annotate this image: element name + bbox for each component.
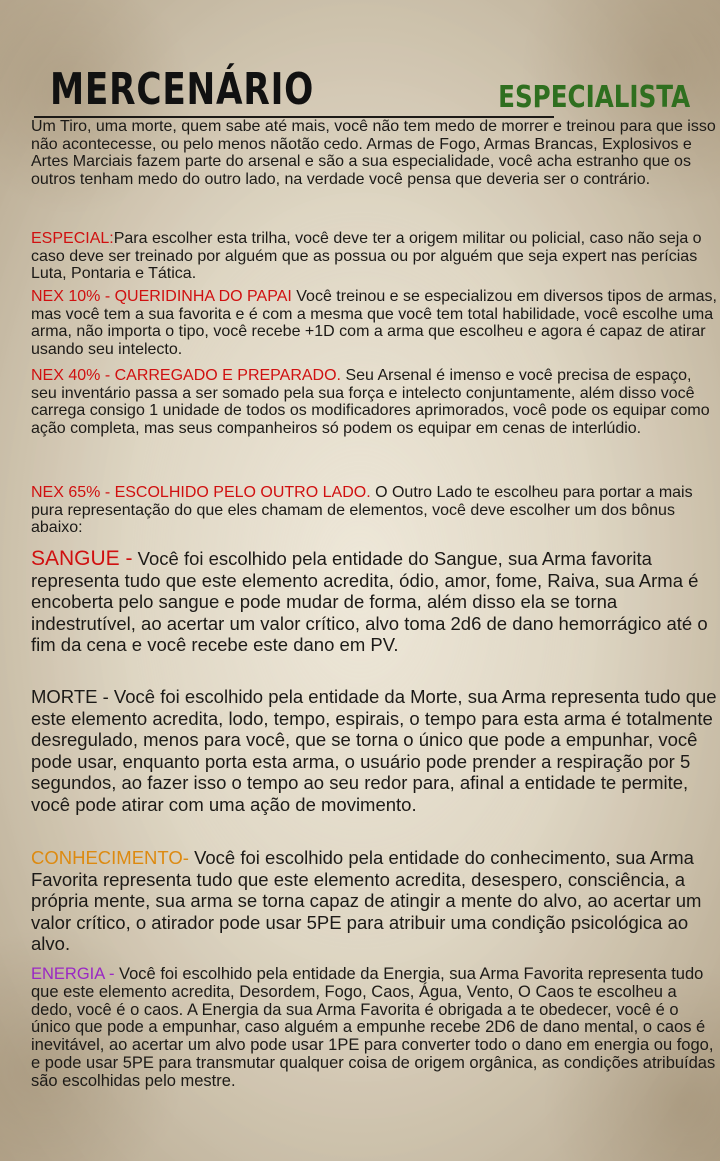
- nex40-label: NEX 40% - CARREGADO E PREPARADO.: [31, 367, 341, 384]
- especial-section: [31, 230, 720, 283]
- morte-section: [31, 686, 720, 815]
- especial-text: Para escolher esta trilha, você deve ter a origem militar ou policial, caso não seja o caso deve ser treinado por alguém que as possua ou por alguém que seja expert nas perícias Luta, Pontaria e Tática.: [31, 230, 702, 282]
- conhecimento-text: Você foi escolhido pela entidade do conhecimento, sua Arma Favorita representa tudo que este elemento acredita, desespero, consciência, a própria mente, sua arma se torna capaz de atingir a mente do alvo, ao acertar um valor crítico, o atirador pode usar 5PE para atribuir uma condição psicológica ao alvo.: [31, 847, 702, 954]
- morte-text: Você foi escolhido pela entidade da Morte, sua Arma representa tudo que este elemento acredita, lodo, tempo, espirais, o tempo para esta arma é totalmente desregulado, menos para você, que se torna o único que pode a empunhar, você pode usar, enquanto porta esta arma, o usuário pode prender a respiração por 5 segundos, ao fazer isso o tempo ao seu redor para, afinal a entidade te permite, você pode atirar com uma ação de movimento.: [31, 686, 717, 815]
- nex65-section: [31, 484, 720, 537]
- especial-label: ESPECIAL:: [31, 230, 114, 247]
- intro-section: [31, 118, 720, 188]
- nex40-text: Seu Arsenal é imenso e você precisa de espaço, seu inventário passa a ser somado pela sua força e intelecto conjuntamente, além disso você carrega consigo 1 unidade de todos os modificadores aprimorados, você pode os equipar como ação completa, mas seus companheiros só podem os equipar em cenas de interlúdio.: [31, 367, 710, 437]
- conhecimento-section: [31, 847, 720, 955]
- intro-text: Um Tiro, uma morte, quem sabe até mais, você não tem medo de morrer e treinou para que isso não acontecesse, ou pelo menos nãotão cedo. Armas de Fogo, Armas Brancas, Explosivos e Artes Marciais fazem parte do arsenal e são a sua especialidade, você acha estranho que os outros tenham medo do outro lado, na verdade você pensa que deveria ser o contrário.: [31, 118, 716, 188]
- nex10-text: Você treinou e se especializou em diversos tipos de armas, mas você tem a sua favorita e é com a mesma que você tem total habilidade, você escolhe uma arma, não importa o tipo, você recebe +1D com a arma que escolheu e agora é capaz de atirar usando seu intelecto.: [31, 288, 717, 358]
- page-title: MERCENÁRIO: [50, 64, 315, 115]
- conhecimento-label: CONHECIMENTO-: [31, 847, 189, 868]
- energia-section: [31, 966, 720, 1091]
- sangue-label: SANGUE -: [31, 547, 133, 570]
- energia-text: Você foi escolhido pela entidade da Energia, sua Arma Favorita representa tudo que este elemento acredita, Desordem, Fogo, Caos, Água, Vento, O Caos te escolheu a dedo, você é o caos. A Energia da sua Arma Favorita é obrigada a te obedecer, você é o único que pode a empunhar, caso alguém a empunhe recebe 2D6 de dano mental, o caos é inevitável, ao acertar um alvo pode usar 1PE para converter todo o dano em energia ou fogo, e pode usar 5PE para transmutar qualquer coisa de origem orgânica, as condições atribuídas são escolhidas pelo mestre.: [31, 965, 716, 1090]
- sangue-section: [31, 548, 720, 656]
- sangue-text: Você foi escolhido pela entidade do Sangue, sua Arma favorita representa tudo que este elemento acredita, ódio, amor, fome, Raiva, sua Arma é encoberta pelo sangue e pode mudar de forma, além disso ela se torna indestrutível, ao acertar um valor crítico, alvo toma 2d6 de dano hemorrágico até o fim da cena e você recebe este dano em PV.: [31, 548, 708, 655]
- title-row: [34, 60, 690, 120]
- nex40-section: [31, 367, 720, 437]
- nex10-label: NEX 10% - QUERIDINHA DO PAPAI: [31, 288, 292, 305]
- nex65-text: O Outro Lado te escolheu para portar a mais pura representação do que eles chamam de elementos, você deve escolher um dos bônus abaixo:: [31, 484, 693, 536]
- morte-label: MORTE -: [31, 686, 109, 707]
- nex65-label: NEX 65% - ESCOLHIDO PELO OUTRO LADO.: [31, 484, 371, 501]
- energia-label: ENERGIA -: [31, 965, 115, 983]
- page-subtitle: ESPECIALISTA: [497, 80, 690, 115]
- nex10-section: [31, 288, 720, 358]
